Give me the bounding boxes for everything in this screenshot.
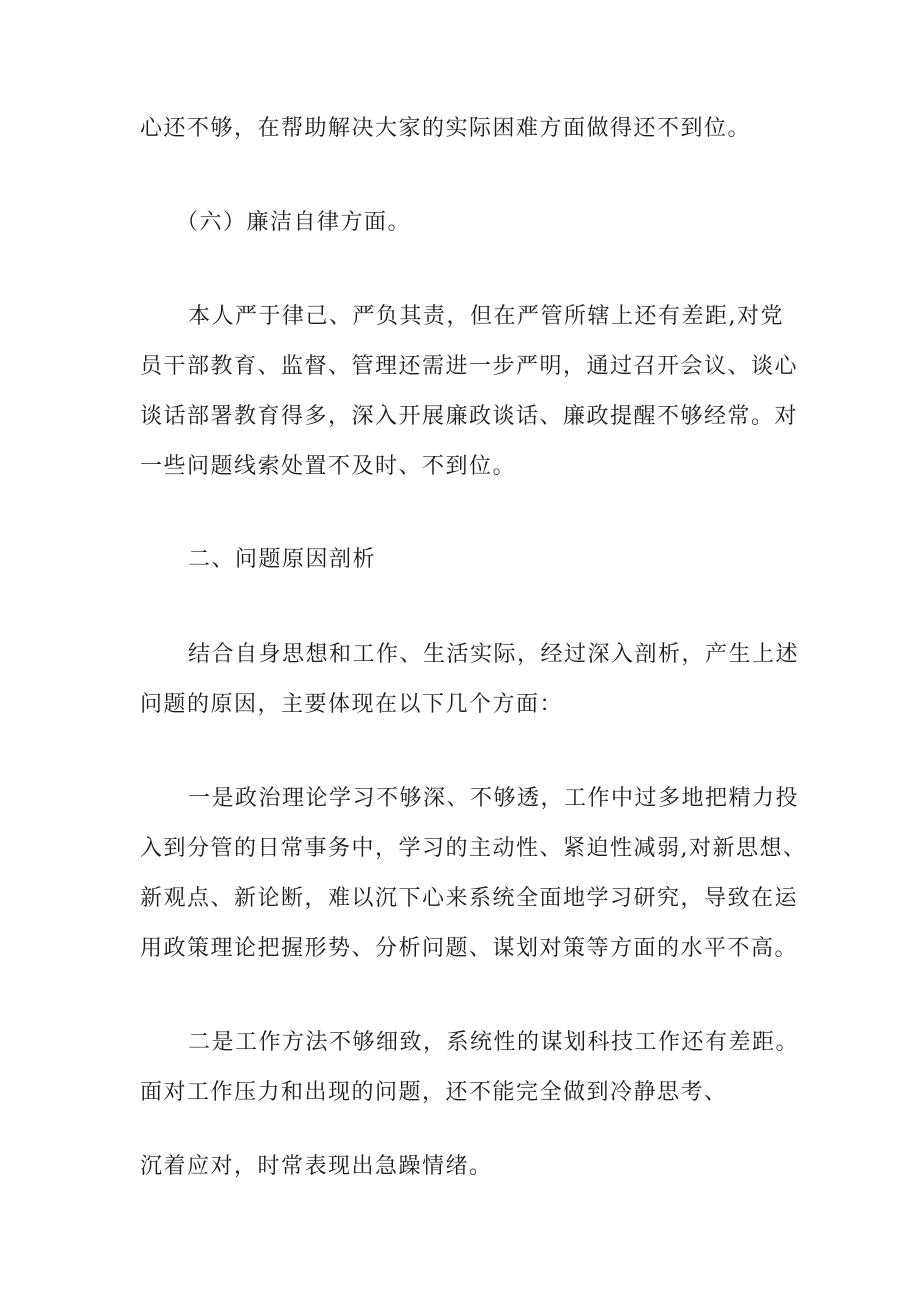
- paragraph-line: 谈话部署教育得多，深入开展廉政谈话、廉政提醒不够经常。对: [140, 404, 799, 429]
- paragraph-line: 结合自身思想和工作、生活实际，经过深入剖析，产生上述: [188, 642, 800, 667]
- paragraph-line: 用政策理论把握形势、分析问题、谋划对策等方面的水平不高。: [140, 936, 799, 961]
- section-heading: （六）廉洁自律方面。: [176, 210, 412, 235]
- section-heading: 二、问题原因剖析: [188, 547, 377, 572]
- paragraph-line: 一是政治理论学习不够深、不够透，工作中过多地把精力投: [188, 786, 800, 811]
- paragraph-line: 入到分管的日常事务中，学习的主动性、紧迫性减弱,对新思想、: [140, 836, 807, 861]
- paragraph-line: 员干部教育、监督、管理还需进一步严明，通过召开会议、谈心: [140, 354, 799, 379]
- paragraph-line: 本人严于律己、严负其责，但在严管所辖上还有差距,对党: [188, 304, 784, 329]
- paragraph-line: 沉着应对，时常表现出急躁情绪。: [140, 1154, 493, 1179]
- paragraph-line: 面对工作压力和出现的问题，还不能完全做到冷静思考、: [140, 1080, 728, 1105]
- paragraph-line: 一些问题线索处置不及时、不到位。: [140, 454, 517, 479]
- paragraph-line: 问题的原因，主要体现在以下几个方面：: [140, 692, 564, 717]
- paragraph-line: 心还不够，在帮助解决大家的实际困难方面做得还不到位。: [140, 116, 752, 141]
- paragraph-line: 二是工作方法不够细致，系统性的谋划科技工作还有差距。: [188, 1030, 800, 1055]
- paragraph-line: 新观点、新论断，难以沉下心来系统全面地学习研究，导致在运: [140, 886, 799, 911]
